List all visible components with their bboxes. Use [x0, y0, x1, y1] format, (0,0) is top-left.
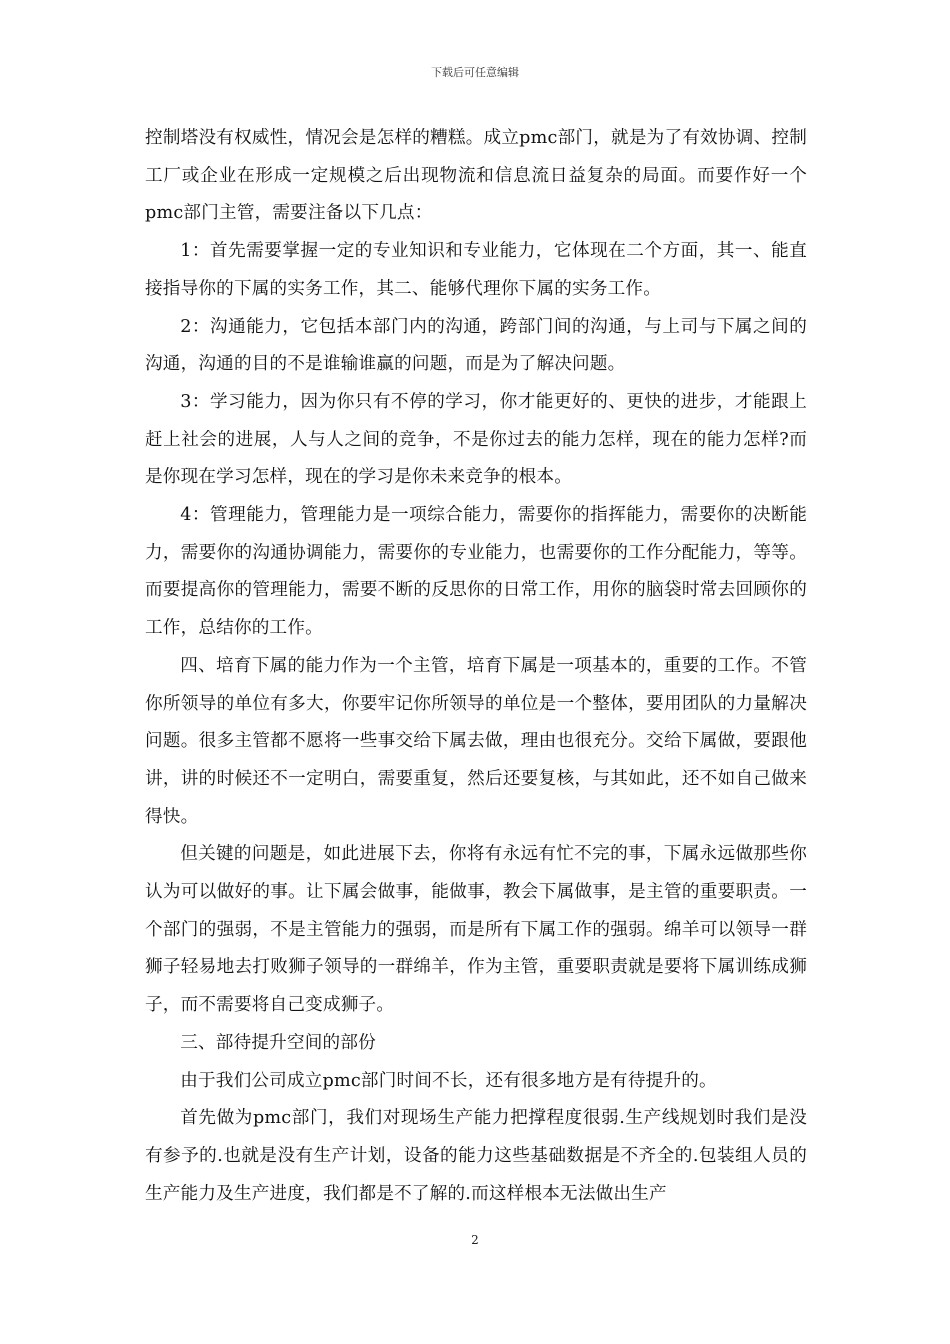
page-number: 2: [471, 1233, 479, 1247]
paragraph-improvement-detail: 首先做为pmc部门，我们对现场生产能力把撑程度很弱.生产线规划时我们是没有参予的.也就是没有生产计划，设备的能力这些基础数据是不齐全的.包装组人员的生产能力及生产进度，我们都是不了解的.而这样根本无法做出生产: [145, 1108, 807, 1204]
paragraph-point-4: 4：管理能力，管理能力是一项综合能力，需要你的指挥能力，需要你的决断能力，需要你的沟通协调能力，需要你的专业能力，也需要你的工作分配能力，等等。而要提高你的管理能力，需要不断的反思你的日常工作，用你的脑袋时常去回顾你的工作，总结你的工作。: [145, 505, 807, 639]
paragraph-improvement-intro: 由于我们公司成立pmc部门时间不长，还有很多地方是有待提升的。: [180, 1070, 717, 1091]
paragraph-point-1: 1：首先需要掌握一定的专业知识和专业能力，它体现在二个方面，其一、能直接指导你的下属的实务工作，其二、能够代理你下属的实务工作。: [145, 241, 807, 299]
paragraph-point-2: 2：沟通能力，它包括本部门内的沟通，跨部门间的沟通，与上司与下属之间的沟通，沟通的目的不是谁输谁赢的问题，而是为了解决问题。: [145, 316, 807, 375]
document-body: [145, 120, 807, 1213]
paragraph-key-issue: 但关键的问题是，如此进展下去，你将有永远有忙不完的事，下属永远做那些你认为可以做好的事。让下属会做事，能做事，教会下属做事，是主管的重要职责。一个部门的强弱，不是主管能力的强弱，而是所有下属工作的强弱。绵羊可以领导一群狮子轻易地去打败狮子领导的一群绵羊，作为主管，重要职责就是要将下属训练成狮子，而不需要将自己变成狮子。: [145, 844, 807, 1016]
page-header: 下载后可任意编辑: [431, 66, 519, 79]
paragraph-continuation: 控制塔没有权威性，情况会是怎样的糟糕。成立pmc部门，就是为了有效协调、控制工厂或企业在形成一定规模之后出现物流和信息流日益复杂的局面。而要作好一个pmc部门主管，需要注备以下几点：: [145, 128, 807, 224]
paragraph-section-four: 四、培育下属的能力作为一个主管，培育下属是一项基本的，重要的工作。不管你所领导的单位有多大，你要牢记你所领导的单位是一个整体，要用团队的力量解决问题。很多主管都不愿将一些事交给下属去做，理由也很充分。交给下属做，要跟他讲，讲的时候还不一定明白，需要重复，然后还要复核，与其如此，还不如自己做来得快。: [145, 655, 807, 827]
paragraph-point-3: 3：学习能力，因为你只有不停的学习，你才能更好的、更快的进步，才能跟上赶上社会的进展，人与人之间的竞争，不是你过去的能力怎样，现在的能力怎样?而是你现在学习怎样，现在的学习是你未来竞争的根本。: [145, 391, 807, 488]
section-heading-three: 三、部待提升空间的部份: [180, 1032, 376, 1053]
